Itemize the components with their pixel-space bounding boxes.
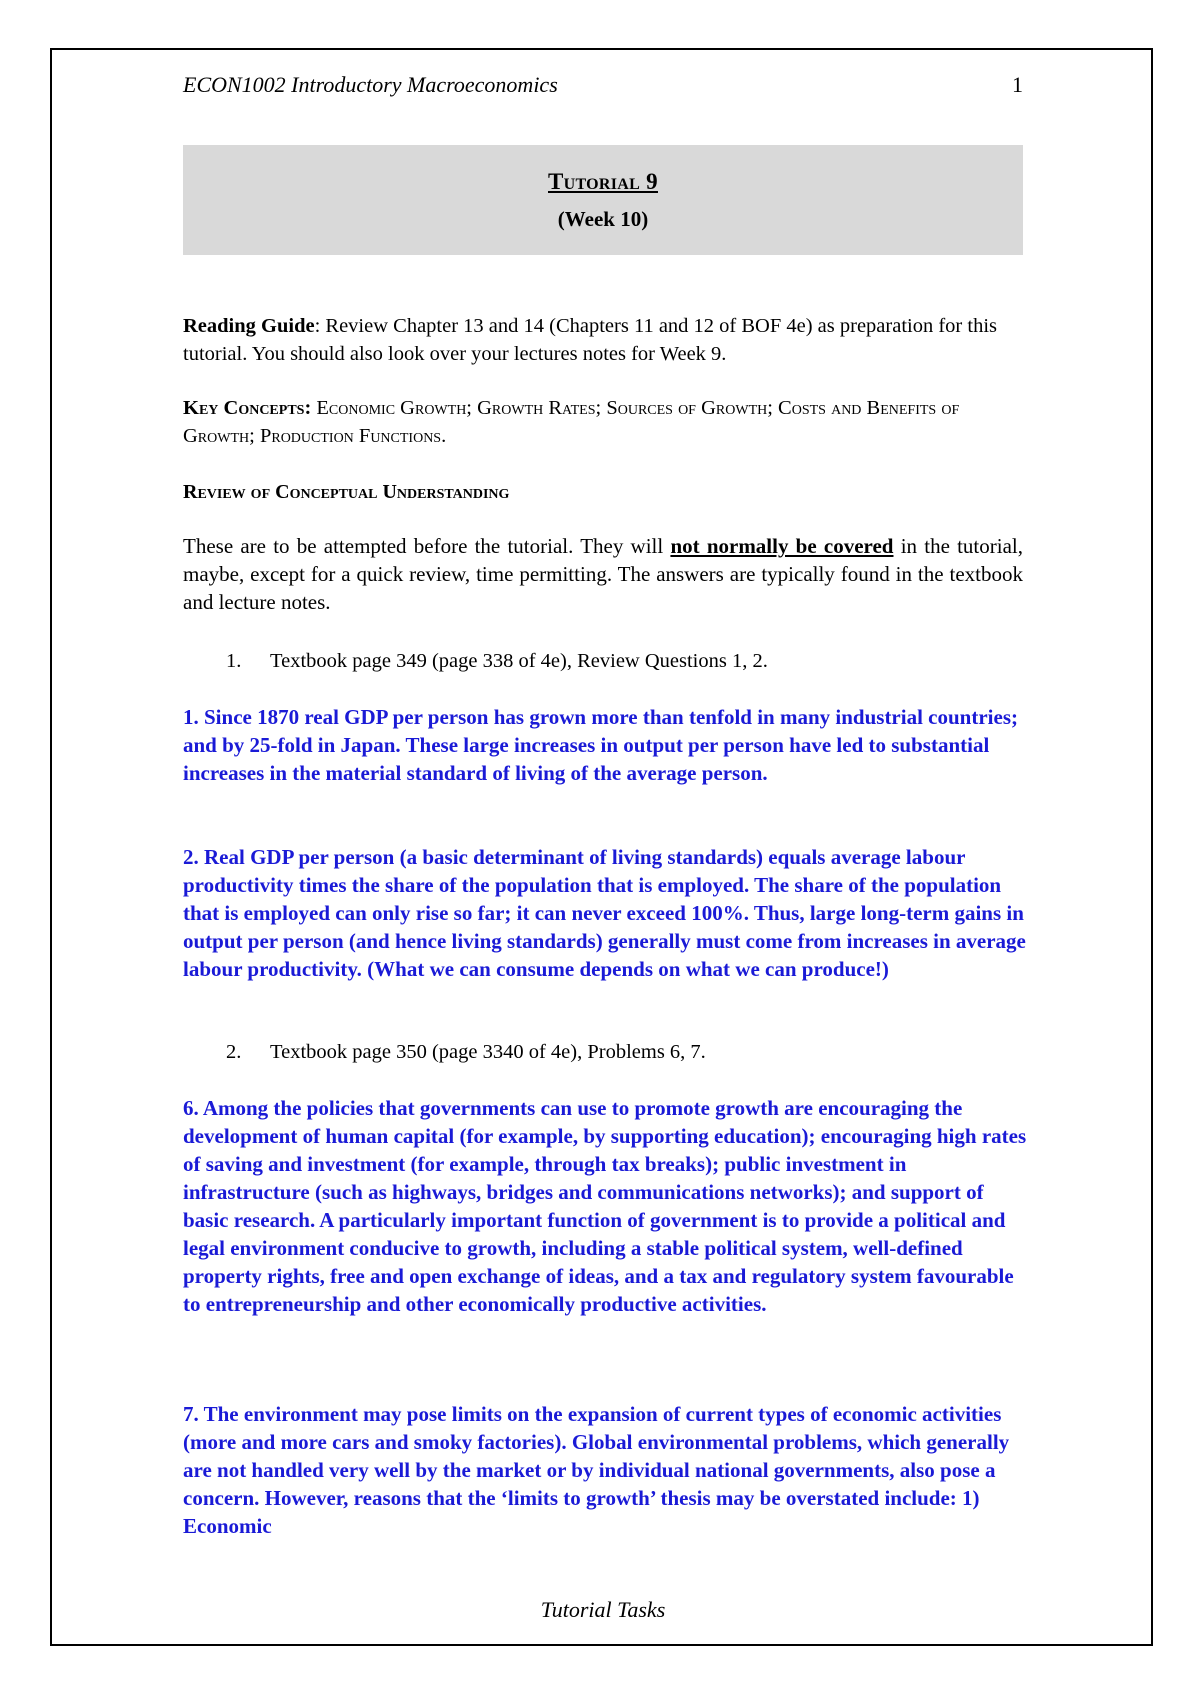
intro-text-before: These are to be attempted before the tutorial. They will — [183, 534, 671, 558]
page-number: 1 — [1012, 72, 1023, 97]
key-concepts-text: Economic Growth; Growth Rates; Sources of Growth; Costs and Benefits of Growth; Production Functions. — [183, 397, 960, 447]
page-footer: Tutorial Tasks — [540, 1597, 666, 1622]
answer-1: 1. Since 1870 real GDP per person has grown more than tenfold in many industrial countries; and by 25-fold in Japan. These large increases in output per person have led to substantial increases in the material standard of living of the average person. — [183, 705, 1018, 785]
page-header — [183, 72, 1023, 98]
question-item-1 — [226, 647, 1016, 675]
question-number: 2. — [226, 1041, 242, 1063]
question-text: Textbook page 349 (page 338 of 4e), Review Questions 1, 2. — [270, 650, 768, 672]
answer-6: 6. Among the policies that governments can use to promote growth are encouraging the development of human capital (for example, by supporting education); encouraging high rates of saving and investment (for example, through tax breaks); public investment in infrastructure (such as highways, bridges and communications networks); and support of basic research. A particularly important function of government is to provide a political and legal environment conducive to growth, including a stable political system, well-defined property rights, free and open exchange of ideas, and a tax and regulatory system favourable to entrepreneurship and other economically productive activities. — [183, 1096, 1027, 1316]
title-box — [183, 145, 1023, 255]
intro-text-after: in the tutorial, maybe, except for a quick review, time permitting. The answers are typically found in the textbook and lecture notes. — [183, 534, 1023, 614]
reading-guide-text: : Review Chapter 13 and 14 (Chapters 11 and 12 of BOF 4e) as preparation for this tutorial. You should also look over your lectures notes for Week 9. — [183, 315, 997, 365]
intro-emphasis: not normally be covered — [670, 534, 894, 558]
answer-7: 7. The environment may pose limits on the expansion of current types of economic activities (more and more cars and smoky factories). Global environmental problems, which generally are not handled very well by the market or by individual national governments, also pose a concern. However, reasons that the ‘limits to growth’ thesis may be overstated include: 1) Economic — [183, 1402, 1010, 1538]
question-text: Textbook page 350 (page 3340 of 4e), Problems 6, 7. — [270, 1041, 706, 1063]
key-concepts — [183, 394, 1023, 450]
tutorial-title: Tutorial 9 — [548, 169, 658, 194]
reading-guide — [183, 312, 1023, 368]
key-concepts-label: Key Concepts: — [183, 397, 312, 419]
question-number: 1. — [226, 650, 242, 672]
question-item-2 — [226, 1038, 1016, 1066]
reading-guide-label: Reading Guide — [183, 315, 315, 337]
course-title: ECON1002 Introductory Macroeconomics — [183, 72, 558, 97]
answer-2: 2. Real GDP per person (a basic determinant of living standards) equals average labour productivity times the share of the population that is employed. The share of the population that is employed can only rise so far; it can never exceed 100%. Thus, large long-term gains in output per person (and hence living standards) generally must come from increases in average labour productivity. (What we can consume depends on what we can produce!) — [183, 845, 1026, 981]
intro-paragraph — [183, 532, 1023, 616]
tutorial-week: (Week 10) — [557, 207, 649, 231]
section-heading: Review of Conceptual Understanding — [183, 481, 510, 503]
